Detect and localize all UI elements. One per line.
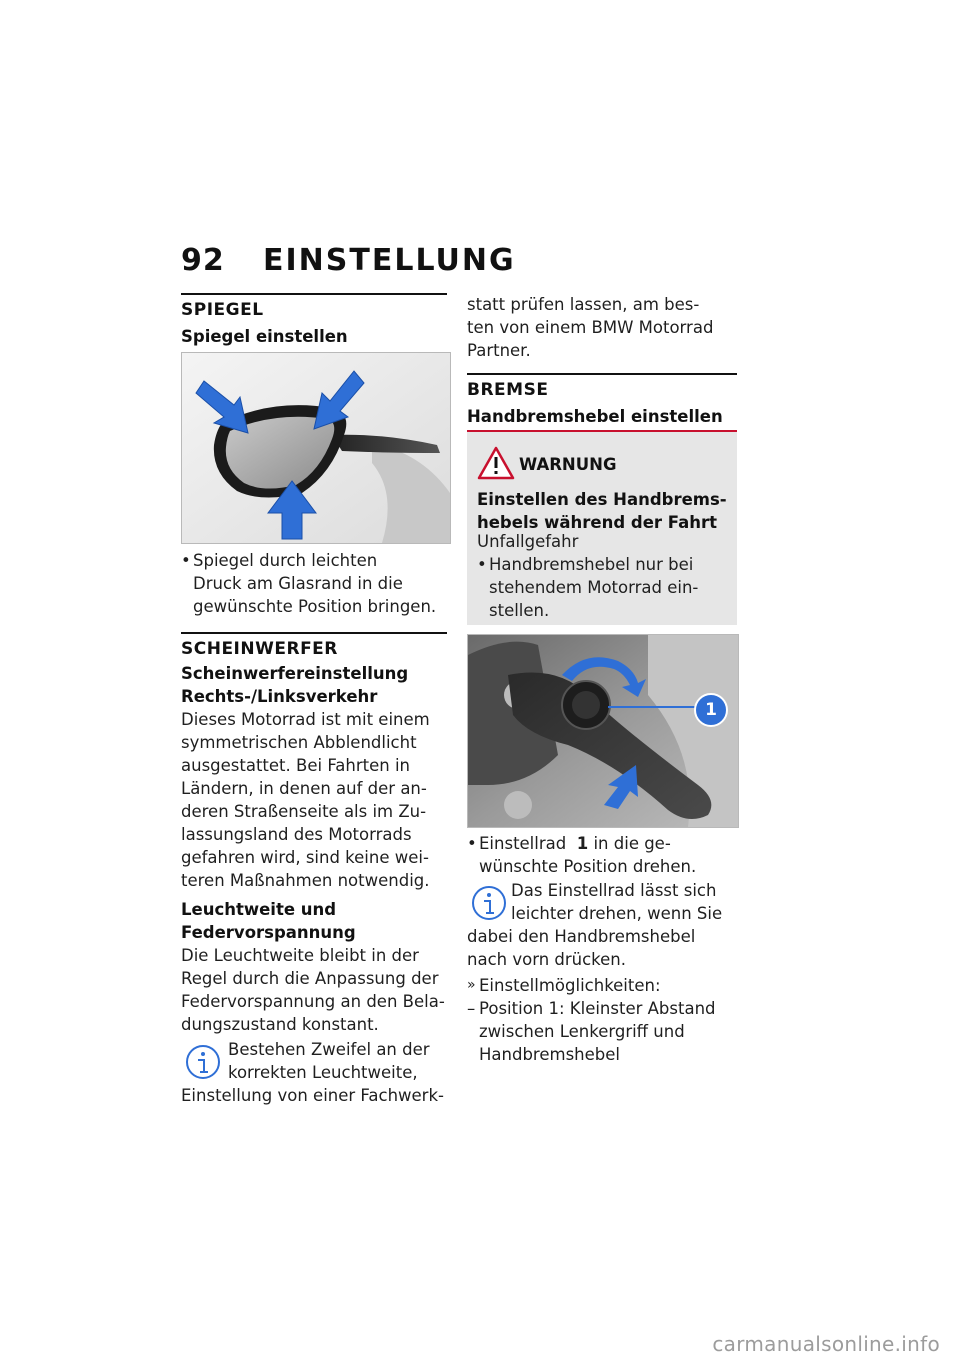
info-line: dabei den Handbremshebel [467, 927, 696, 946]
info-line: Bestehen Zweifel an der [228, 1040, 430, 1059]
subtitle-line: Leuchtweite und [181, 900, 337, 919]
bullet-line: stehendem Motorrad ein- [489, 578, 699, 597]
body-line: dungszustand konstant. [181, 1015, 379, 1034]
brake-lever-illustration [468, 635, 738, 827]
section-rule-scheinwerfer [181, 632, 447, 634]
step-prefix: Einstellrad [479, 834, 567, 853]
step-suffix: in die ge- [593, 834, 671, 853]
page-number: 92 [181, 243, 225, 278]
subtitle-line: Federvorspannung [181, 923, 356, 942]
step-line [467, 832, 696, 855]
option-line: Position 1: Kleinster Abstand [479, 999, 716, 1018]
body-line: Regel durch die Anpassung der [181, 969, 439, 988]
mirror-illustration [182, 353, 450, 543]
body-line: teren Maßnahmen notwendig. [181, 871, 430, 890]
callout-number: 1 [705, 700, 717, 720]
warning-box [467, 432, 737, 625]
body-line: Federvorspannung an den Bela- [181, 992, 445, 1011]
body-leuchtweite [181, 944, 445, 1036]
bullet-dot: • [467, 834, 477, 853]
body-line: statt prüfen lassen, am bes- [467, 295, 700, 314]
watermark: carmanualsonline.info [712, 1332, 940, 1356]
subtitle-scheinwerfer [181, 662, 408, 708]
body-line: symmetrischen Abblendlicht [181, 733, 417, 752]
warning-title-line: hebels während der Fahrt [477, 513, 718, 532]
subtitle-bremse: Handbremshebel einstellen [467, 407, 723, 426]
subtitle-line: Rechts-/Linksverkehr [181, 687, 378, 706]
body-line: Partner. [467, 341, 531, 360]
warning-triangle-icon [477, 446, 515, 480]
bullet-dot: • [181, 551, 191, 570]
body-line: ausgestattet. Bei Fahrten in [181, 756, 411, 775]
option-line: Handbremshebel [479, 1045, 620, 1064]
warning-title-line: Einstellen des Handbrems- [477, 490, 727, 509]
section-title-bremse: BREMSE [467, 380, 549, 400]
bullet-line: Spiegel durch leichten [193, 551, 378, 570]
bullet-line: stellen. [489, 601, 550, 620]
warning-hazard: Unfallgefahr [477, 532, 579, 551]
callout-badge [694, 693, 728, 727]
bullet-dot: • [477, 555, 487, 574]
result-einstellmoeglichkeiten [467, 974, 661, 997]
step-einstellrad [467, 832, 696, 878]
mirror-figure [181, 352, 451, 544]
section-title-scheinwerfer: SCHEINWERFER [181, 639, 338, 659]
info-line: nach vorn drücken. [467, 950, 627, 969]
info-line: leichter drehen, wenn Sie [511, 904, 723, 923]
body-line: ten von einem BMW Motorrad [467, 318, 714, 337]
option-line: zwischen Lenkergriff und [479, 1022, 685, 1041]
bullet-spiegel [181, 549, 449, 618]
subtitle-leuchtweite [181, 898, 356, 944]
info-line: Einstellung von einer Fachwerk- [181, 1086, 444, 1105]
option-list [467, 997, 716, 1066]
step-number: 1 [576, 834, 589, 853]
bullet-line: gewünschte Position bringen. [193, 597, 437, 616]
warning-label: WARNUNG [519, 455, 617, 474]
bullet-line: Druck am Glasrand in die [193, 574, 403, 593]
body-line: lassungsland des Motorrads [181, 825, 412, 844]
chapter-title: EINSTELLUNG [263, 243, 516, 278]
result-arrow-icon: » [467, 977, 476, 993]
step-line: wünschte Position drehen. [479, 857, 697, 876]
body-scheinwerfer [181, 708, 430, 892]
info-note-leuchtweite [181, 1038, 444, 1107]
warning-bullet [477, 553, 698, 622]
section-title-spiegel: SPIEGEL [181, 300, 264, 320]
continued-text [467, 293, 713, 362]
body-line: Die Leuchtweite bleibt in der [181, 946, 419, 965]
section-rule-spiegel [181, 293, 447, 295]
subtitle-spiegel: Spiegel einstellen [181, 327, 348, 346]
result-line: Einstellmöglichkeiten: [479, 976, 661, 995]
info-line: korrekten Leuchtweite, [228, 1063, 418, 1082]
body-line: Dieses Motorrad ist mit einem [181, 710, 430, 729]
info-line: Das Einstellrad lässt sich [511, 881, 717, 900]
bullet-line: Handbremshebel nur bei [489, 555, 694, 574]
subtitle-line: Scheinwerfereinstellung [181, 664, 409, 683]
body-line: deren Straßenseite als im Zu- [181, 802, 427, 821]
info-note-bremse [467, 879, 722, 971]
body-line: Ländern, in denen auf der an- [181, 779, 427, 798]
body-line: gefahren wird, sind keine wei- [181, 848, 429, 867]
brake-lever-figure [467, 634, 739, 828]
section-rule-bremse [467, 373, 737, 375]
warning-title [477, 488, 727, 534]
dash-marker: – [467, 999, 476, 1018]
